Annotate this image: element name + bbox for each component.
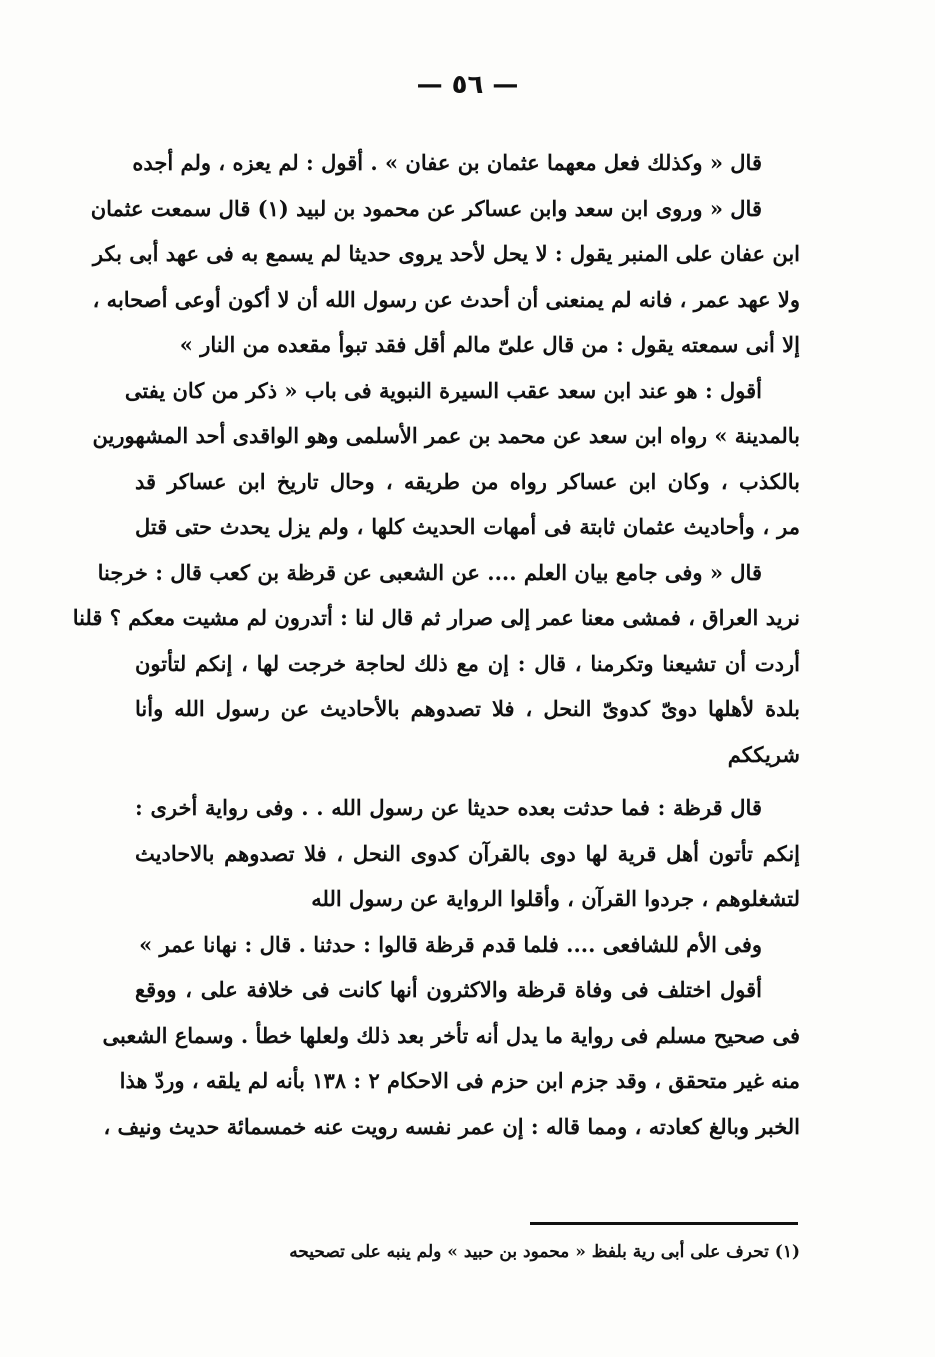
text-line: نريد العراق ، فمشى معنا عمر إلى صرار ثم قال لنا : أتدرون لم مشيت معكم ؟ قلنا (72, 605, 800, 630)
text-line: أردت أن تشيعنا وتكرمنا ، قال : إن مع ذلك لحاجة خرجت لها ، إنكم لتأتون (135, 650, 800, 676)
text-line: قال « وفى جامع بيان العلم .... عن الشعبى عن قرظة بن كعب قال : خرجنا (97, 559, 762, 585)
text-line: إنكم تأتون أهل قرية لها دوى بالقرآن كدوى النحل ، فلا تصدوهم بالاحاديث (135, 840, 800, 866)
page-number: — ٥٦ — (416, 70, 519, 100)
text-line: أقول اختلف فى وفاة قرظة والاكثرون أنها كانت فى خلافة على ، ووقع (135, 977, 762, 1002)
footnote: (١) تحرف على أبى رية بلفظ « محمود بن حبيد » ولم ينبه على تصحيحه (289, 1242, 800, 1262)
footnote-divider (530, 1222, 798, 1225)
text-line: أقول : هو عند ابن سعد عقب السيرة النبوية فى باب « ذكر من كان يفتى (124, 377, 762, 403)
text-line: إلا أنى سمعته يقول : من قال علىّ مالم أقل فقد تبوأ مقعده من النار » (179, 332, 800, 357)
text-line: قال « وروى ابن سعد وابن عساكر عن محمود بن لبيد (١) قال سمعت عثمان (90, 195, 762, 221)
text-line: قال « وكذلك فعل معهما عثمان بن عفان » . أقول : لم يعزه ، ولم أجده (132, 150, 762, 175)
text-line: ابن عفان على المنبر يقول : لا يحل لأحد يروى حديثا لم يسمع به فى عهد أبى بكر (92, 241, 800, 266)
text-line: قال قرظة : فما حدثت بعده حديثا عن رسول الله . . وفى رواية أخرى : (135, 795, 762, 820)
text-line: بالمدينة » رواه ابن سعد عن محمد بن عمر الأسلمى وهو الواقدى أحد المشهورين (92, 423, 800, 448)
text-line: فى صحيح مسلم فى رواية ما يدل أنه تأخر بعد ذلك ولعلها خطأ . وسماع الشعبى (102, 1022, 800, 1048)
body-text (72, 140, 800, 1149)
text-line: بلدة لأهلها دوىّ كدوىّ النحل ، فلا تصدوهم بالأحاديث عن رسول الله وأنا (135, 696, 800, 721)
text-line: شريككم (727, 741, 800, 767)
text-line: ولا عهد عمر ، فانه لم يمنعنى أن أحدث عن رسول الله أن لا أكون أوعى أصحابه ، (92, 286, 800, 312)
text-line: منه غير متحقق ، وقد جزم ابن حزم فى الاحكام ٢ : ١٣٨ بأنه لم يلقه ، وردّ هذا (119, 1068, 800, 1093)
text-line: وفى الأم للشافعى .... فلما قدم قرظة قالوا : حدثنا . قال : نهانا عمر » (139, 931, 762, 957)
text-line: بالكذب ، وكان ابن عساكر رواه من طريقه ، وحال تاريخ ابن عساكر قد (135, 468, 800, 494)
text-line: مر ، وأحاديث عثمان ثابتة فى أمهات الحديث كلها ، ولم يزل يحدث حتى قتل (135, 514, 800, 539)
text-line: الخبر وبالغ كعادته ، ومما قاله : إن عمر نفسه رويت عنه خمسمائة حديث ونيف ، (103, 1113, 800, 1139)
text-line: لتشغلوهم ، جردوا القرآن ، وأقلوا الرواية عن رسول الله (311, 886, 800, 911)
